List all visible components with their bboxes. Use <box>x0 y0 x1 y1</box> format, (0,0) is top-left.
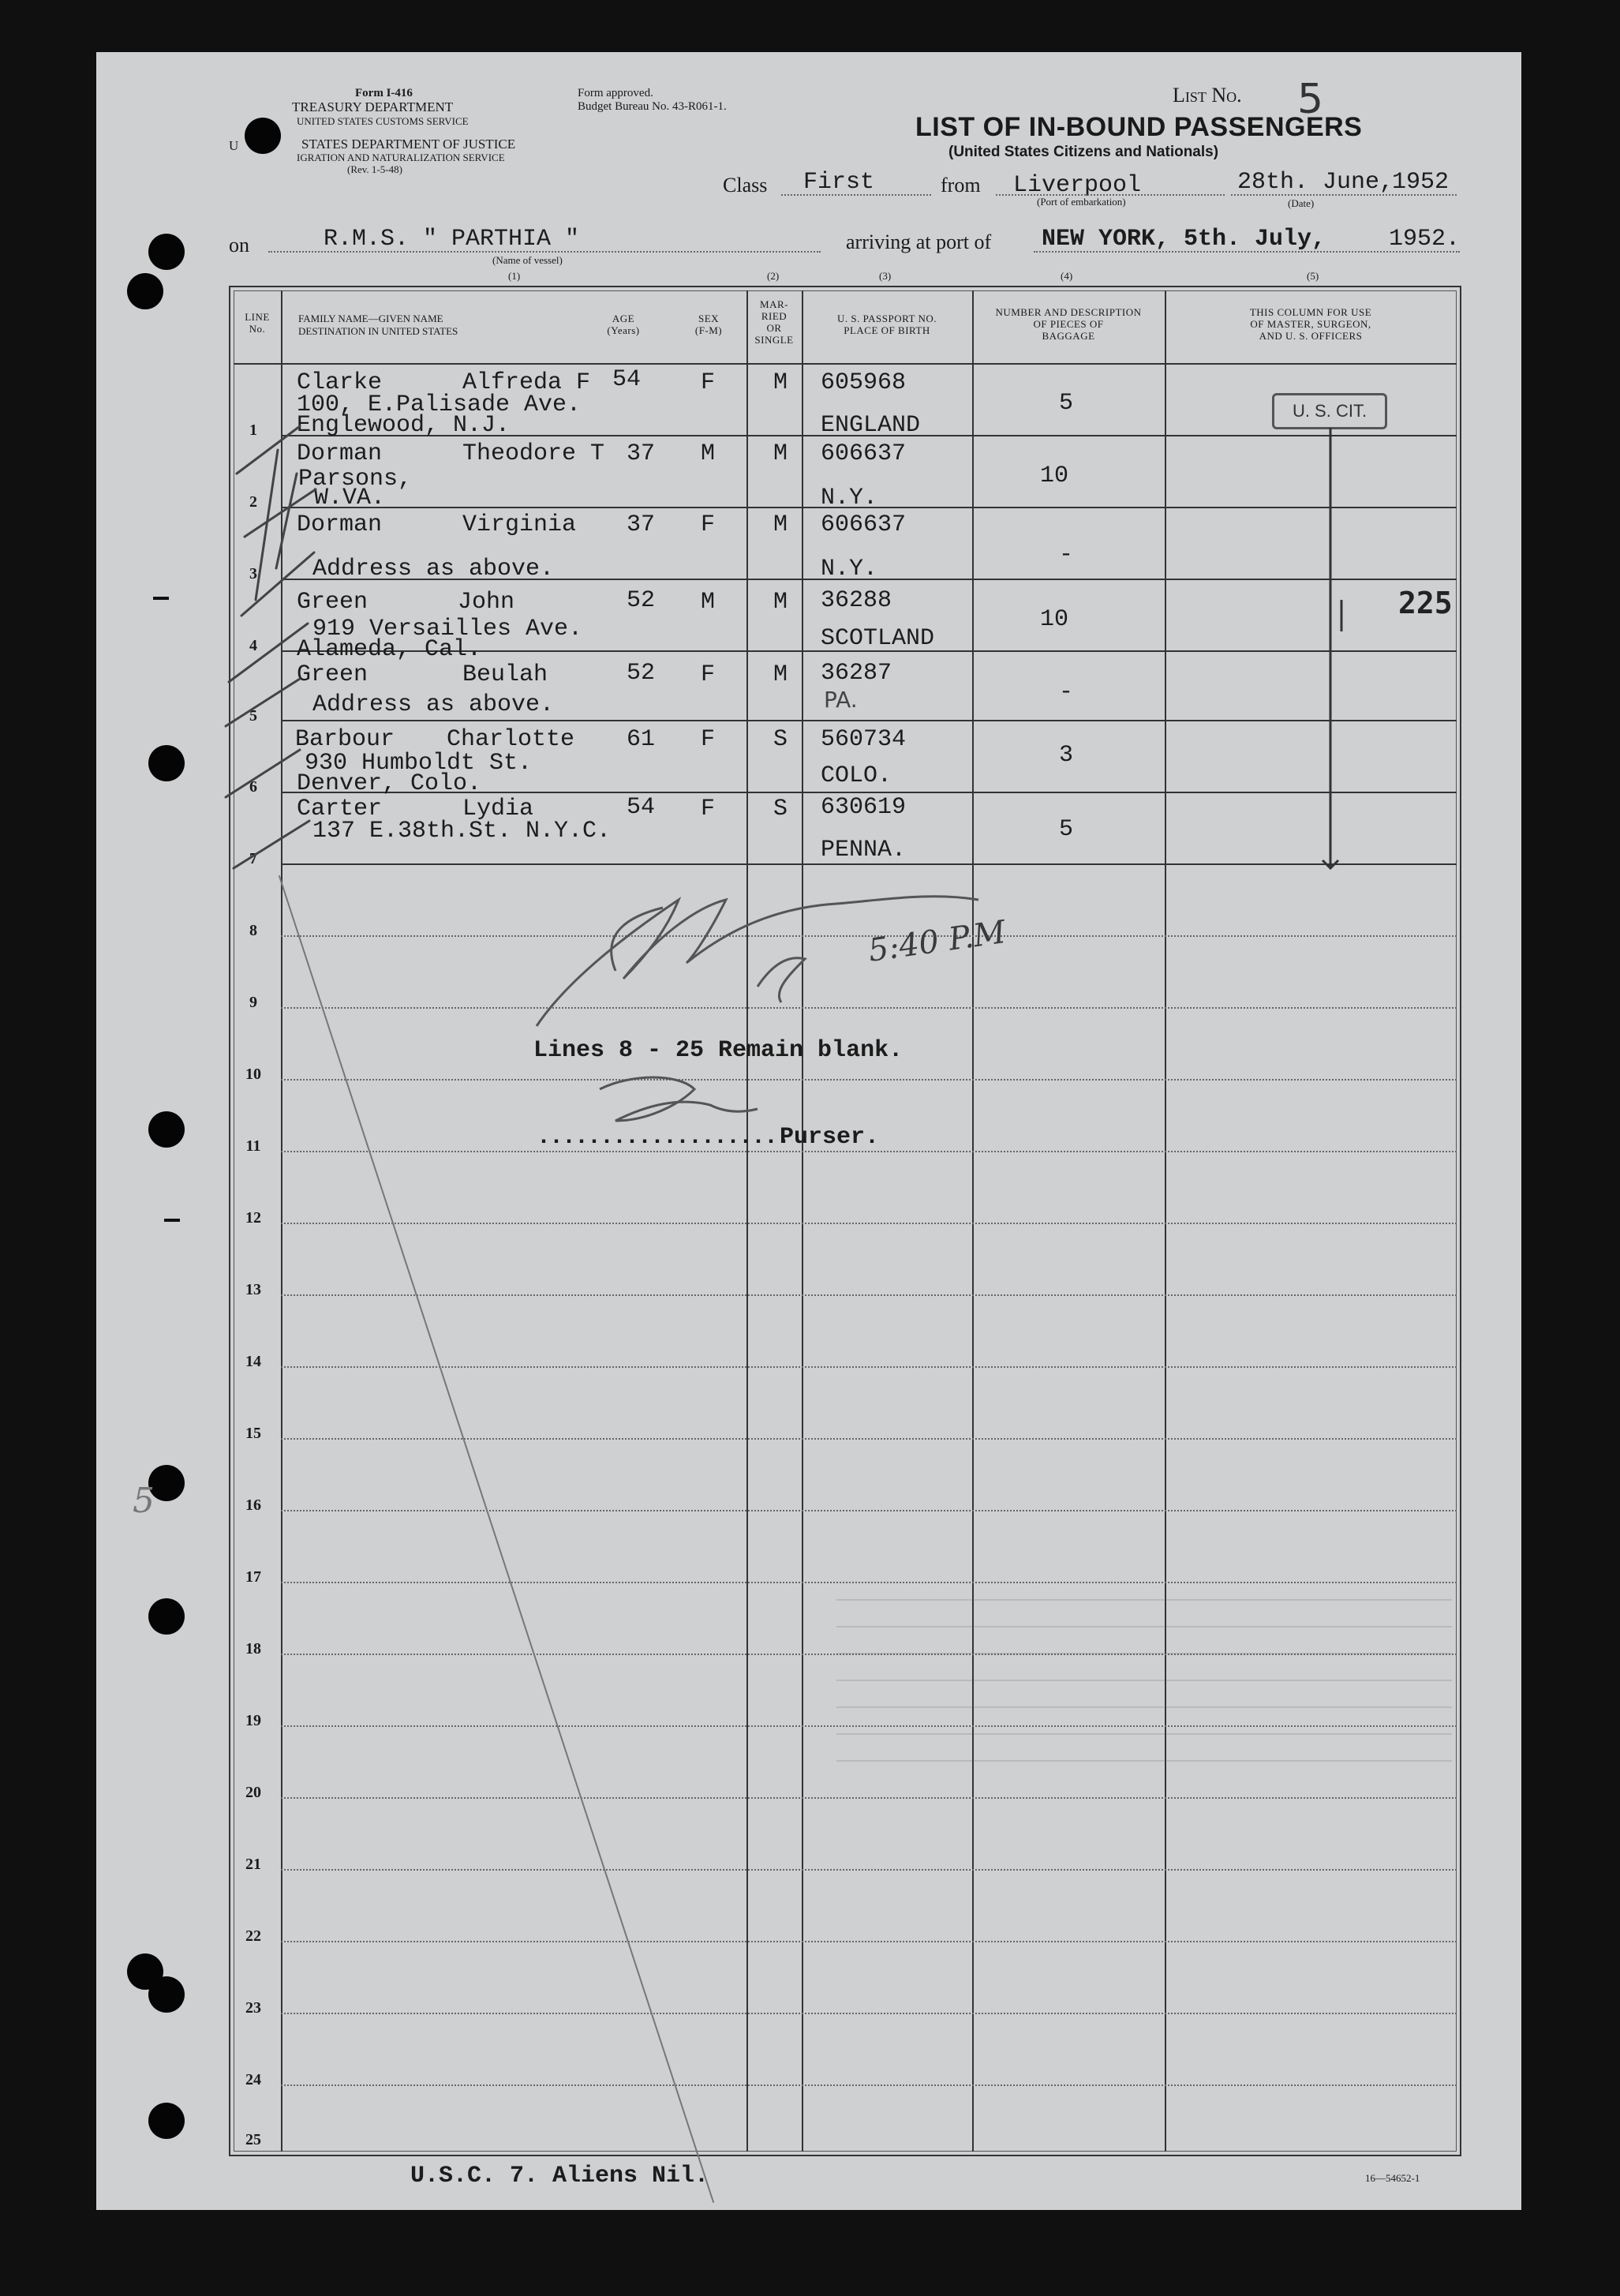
punch-hole <box>148 1598 185 1635</box>
passenger-age: 54 <box>627 794 656 821</box>
passenger-baggage: 5 <box>1059 816 1074 843</box>
arriving-label: arriving at port of <box>846 230 992 253</box>
line-number: 23 <box>245 1999 261 2017</box>
immigration-service: IGRATION AND NATURALIZATION SERVICE <box>297 152 505 163</box>
class-underline <box>781 194 931 196</box>
header-passport: U. S. PASSPORT NO. PLACE OF BIRTH <box>837 313 937 336</box>
row-rule <box>281 1079 1457 1081</box>
row-rule <box>281 1007 1457 1009</box>
line-number: 12 <box>245 1209 261 1227</box>
passenger-passport: 630619 <box>821 794 907 821</box>
row-rule <box>281 2084 1457 2086</box>
class-value: First <box>803 169 875 196</box>
passenger-marital: S <box>773 726 788 753</box>
passenger-birthplace: N.Y. <box>821 556 878 582</box>
row-rule <box>281 1941 1457 1942</box>
passenger-birthplace: SCOTLAND <box>821 625 935 652</box>
passenger-passport: 606637 <box>821 511 907 538</box>
vessel-caption: (Name of vessel) <box>492 254 563 266</box>
header-name: FAMILY NAME—GIVEN NAME DESTINATION IN UNITED STATES <box>298 313 458 337</box>
passenger-passport: 36287 <box>821 660 892 687</box>
dash-mark <box>153 597 169 600</box>
justice-prefix: U <box>229 138 239 153</box>
passenger-marital: M <box>773 511 788 538</box>
passenger-sex: F <box>701 796 716 822</box>
header-baggage: NUMBER AND DESCRIPTION OF PIECES OF BAGGAGE <box>995 306 1142 342</box>
remain-blank-note: Lines 8 - 25 Remain blank. <box>533 1037 904 1064</box>
row-rule <box>281 2013 1457 2014</box>
punch-hole <box>148 2103 185 2139</box>
row-rule <box>281 1151 1457 1152</box>
departure-year: 1952 <box>1392 169 1450 196</box>
line-number: 16 <box>245 1496 261 1514</box>
row-rule <box>281 1438 1457 1440</box>
dash-mark <box>164 1219 180 1222</box>
passenger-age: 54 <box>612 366 642 393</box>
passenger-given-name: Theodore T <box>462 440 605 467</box>
arrival-year: 1952. <box>1389 226 1461 253</box>
line-number: 18 <box>245 1640 261 1657</box>
col-divider-baggage <box>972 290 974 2152</box>
line-number: 8 <box>249 922 257 939</box>
passenger-marital: M <box>773 589 788 616</box>
line-number: 17 <box>245 1568 261 1586</box>
passenger-sex: F <box>701 661 716 688</box>
header-age: AGE (Years) <box>607 313 640 336</box>
col-divider-lineno <box>281 290 282 2152</box>
port-caption: (Port of embarkation) <box>1037 196 1126 208</box>
punch-hole <box>148 745 185 781</box>
passenger-given-name: Beulah <box>462 661 548 688</box>
line-number: 4 <box>249 637 257 654</box>
passenger-destination: W.VA. <box>314 485 386 511</box>
passenger-given-name: Charlotte <box>447 726 575 753</box>
line-number: 9 <box>249 994 257 1011</box>
arrival-port-date: NEW YORK, 5th. July, <box>1042 226 1326 253</box>
passenger-marital: M <box>773 661 788 688</box>
purser-dots: .................... <box>537 1124 790 1151</box>
footer-summary: U.S.C. 7. Aliens Nil. <box>410 2163 709 2189</box>
line-number: 13 <box>245 1281 261 1298</box>
passenger-baggage: 5 <box>1059 390 1074 417</box>
line-number: 3 <box>249 565 257 582</box>
passenger-age: 52 <box>627 660 656 687</box>
row-rule <box>281 1797 1457 1799</box>
list-number: 5 <box>1297 76 1324 123</box>
from-label: from <box>941 174 981 197</box>
line-number: 14 <box>245 1353 261 1370</box>
col-num-4: (4) <box>1061 270 1073 282</box>
vessel-underline <box>268 251 821 253</box>
line-number: 24 <box>245 2071 261 2088</box>
passenger-baggage: 10 <box>1040 606 1069 633</box>
passenger-age: 61 <box>627 726 656 753</box>
row-rule <box>281 1366 1457 1368</box>
passenger-family-name: Green <box>297 589 369 616</box>
punch-hole <box>148 234 185 270</box>
date-caption: (Date) <box>1288 197 1315 209</box>
line-number: 6 <box>249 778 257 796</box>
line-number: 22 <box>245 1927 261 1945</box>
passenger-marital: S <box>773 796 788 822</box>
row-rule <box>281 1510 1457 1511</box>
line-number: 20 <box>245 1784 261 1801</box>
justice-dept: STATES DEPARTMENT OF JUSTICE <box>301 137 516 152</box>
passenger-sex: M <box>701 589 716 616</box>
passenger-birthplace: N.Y. <box>821 485 878 511</box>
passenger-count: 225 <box>1398 586 1453 620</box>
page-title: LIST OF IN-BOUND PASSENGERS <box>915 112 1363 142</box>
passenger-destination: 137 E.38th.St. N.Y.C. <box>312 818 612 845</box>
col-divider-officers <box>1165 290 1166 2152</box>
treasury-dept: TREASURY DEPARTMENT <box>292 99 454 114</box>
header-officers: THIS COLUMN FOR USE OF MASTER, SURGEON, AND U. S. OFFICERS <box>1249 306 1372 342</box>
passenger-destination: 919 Versailles Ave. <box>312 616 583 642</box>
passenger-family-name: Green <box>297 661 369 688</box>
passenger-baggage: 10 <box>1040 463 1069 489</box>
row-rule <box>281 720 1457 721</box>
col-num-5: (5) <box>1307 270 1319 282</box>
passenger-family-name: Carter <box>297 796 383 822</box>
passenger-given-name: Virginia <box>462 511 577 538</box>
passenger-given-name: Alfreda F <box>462 369 591 396</box>
row-rule <box>281 1294 1457 1296</box>
passenger-birthplace: PENNA. <box>821 837 907 863</box>
row-rule <box>281 1223 1457 1224</box>
vessel-name: R.M.S. " PARTHIA " <box>324 226 580 253</box>
handwritten-time: 5:40 P.M <box>866 914 1008 969</box>
passenger-sex: F <box>701 369 716 396</box>
passenger-destination: Address as above. <box>312 691 555 718</box>
departure-date: 28th. June, <box>1237 169 1394 196</box>
passenger-birthplace: PA. <box>824 687 858 713</box>
punch-hole <box>245 118 281 154</box>
faded-oath-block <box>836 1582 1452 1787</box>
line-number: 10 <box>245 1066 261 1083</box>
line-number: 5 <box>249 707 257 725</box>
line-number: 1 <box>249 421 257 439</box>
passenger-given-name: John <box>458 589 515 616</box>
passenger-destination: 100, E.Palisade Ave. <box>297 391 582 418</box>
row-rule <box>281 1869 1457 1871</box>
passenger-destination: Alameda, Cal. <box>297 636 482 663</box>
passenger-destination: Englewood, N.J. <box>297 412 511 439</box>
line-number: 11 <box>245 1137 261 1155</box>
passenger-marital: M <box>773 369 788 396</box>
header-sex: SEX (F-M) <box>694 313 723 336</box>
passenger-age: 37 <box>627 511 656 538</box>
passenger-family-name: Dorman <box>297 440 383 467</box>
printer-code: 16—54652-1 <box>1365 2172 1420 2184</box>
punch-hole <box>127 273 163 309</box>
passenger-birthplace: COLO. <box>821 762 892 789</box>
col-divider-passport <box>802 290 803 2152</box>
passenger-passport: 606637 <box>821 440 907 467</box>
passenger-passport: 560734 <box>821 726 907 753</box>
header-rule <box>234 363 1457 365</box>
line-number: 21 <box>245 1856 261 1873</box>
us-citizen-stamp: U. S. CIT. <box>1272 393 1387 429</box>
budget-bureau: Budget Bureau No. 43-R061-1. <box>578 100 727 113</box>
passenger-sex: F <box>701 511 716 538</box>
passenger-given-name: Lydia <box>462 796 534 822</box>
passenger-baggage: - <box>1059 541 1074 568</box>
passenger-sex: F <box>701 726 716 753</box>
line-number: 2 <box>249 493 257 511</box>
passenger-sex: M <box>701 440 716 467</box>
purser-label: Purser. <box>780 1124 880 1151</box>
passenger-destination: 930 Humboldt St. <box>305 750 533 777</box>
date-underline <box>1231 194 1457 196</box>
line-number: 7 <box>249 850 257 867</box>
passenger-baggage: - <box>1059 679 1074 706</box>
form-number: Form I-416 <box>355 87 413 99</box>
line-number: 25 <box>245 2131 261 2148</box>
page-subtitle: (United States Citizens and Nationals) <box>948 144 1219 160</box>
form-approved: Form approved. <box>578 87 653 99</box>
passenger-marital: M <box>773 440 788 467</box>
passenger-family-name: Dorman <box>297 511 383 538</box>
passenger-age: 52 <box>627 587 656 614</box>
col-num-1: (1) <box>508 270 521 282</box>
line-number: 19 <box>245 1712 261 1729</box>
passenger-family-name: Barbour <box>295 726 395 753</box>
customs-service: UNITED STATES CUSTOMS SERVICE <box>297 115 469 127</box>
header-line-no: LINE No. <box>245 311 270 335</box>
passenger-destination: Parsons, <box>298 466 413 493</box>
margin-mark: 5 <box>133 1481 155 1521</box>
passenger-destination: Address as above. <box>312 556 555 582</box>
arrival-underline <box>1034 251 1460 253</box>
passenger-passport: 36288 <box>821 587 892 614</box>
punch-hole <box>148 1976 185 2013</box>
line-number: 15 <box>245 1425 261 1442</box>
passenger-destination: Denver, Colo. <box>297 770 482 797</box>
list-number-label: List No. <box>1173 84 1242 107</box>
class-label: Class <box>723 174 768 197</box>
passenger-age: 37 <box>627 440 656 467</box>
header-married: MAR- RIED OR SINGLE <box>754 298 794 346</box>
col-num-2: (2) <box>767 270 780 282</box>
passenger-birthplace: ENGLAND <box>821 412 921 439</box>
port-embarkation: Liverpool <box>1013 172 1142 199</box>
passenger-family-name: Clarke <box>297 369 383 396</box>
punch-hole <box>148 1111 185 1148</box>
passenger-baggage: 3 <box>1059 742 1074 769</box>
col-divider-marital <box>746 290 748 2152</box>
form-revision: (Rev. 1-5-48) <box>347 163 402 175</box>
passenger-passport: 605968 <box>821 369 907 396</box>
col-num-3: (3) <box>879 270 892 282</box>
row-rule <box>281 863 1457 865</box>
on-label: on <box>229 234 249 257</box>
